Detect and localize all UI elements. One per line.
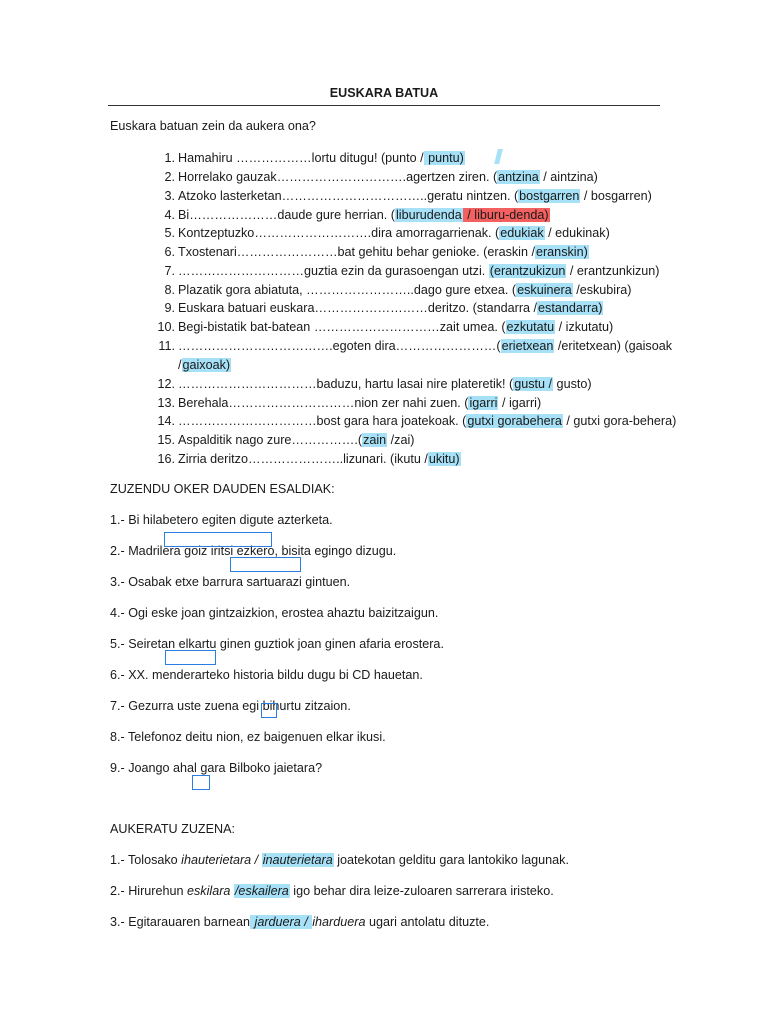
text-segment: 3.- Egitarauaren barnean: [110, 915, 251, 929]
annotation-box: [192, 775, 210, 790]
highlighted-text: / liburu-denda): [463, 208, 549, 222]
list-item: [178, 338, 672, 355]
correction-sentence: 7.- Gezurra uste zuena egi bihurtu zitzaion.: [110, 699, 351, 713]
text-segment: …………………………guztia ezin da gurasoengan utzi.: [178, 264, 489, 278]
highlighted-text: eranskin): [535, 245, 588, 259]
highlighted-text: gaixoak): [182, 358, 231, 372]
text-segment: gusto): [553, 377, 592, 391]
list-item: [178, 244, 589, 261]
list-item-number: 3.: [164, 189, 175, 203]
text-segment: Hamahiru ………………lortu ditugu! (punto /: [178, 151, 424, 165]
list-item-number: 14.: [157, 414, 175, 428]
text-segment: /eritetxean) (gaisoak: [554, 339, 673, 353]
text-segment: Kontzeptuzko……………………….dira amorragarrienak. (: [178, 226, 500, 240]
highlighted-text: estandarra): [538, 301, 603, 315]
highlighted-text: erietxean: [501, 339, 554, 353]
text-segment: Plazatik gora abiatuta, ……………………..dago gure etxea. (: [178, 283, 517, 297]
text-segment: Begi-bistatik bat-batean …………………………zait umea. (: [178, 320, 506, 334]
text-segment: / erantzunkizun): [566, 264, 660, 278]
highlighted-text: /eskailera: [234, 884, 289, 898]
text-segment: ihauterietara /: [181, 853, 262, 867]
highlighted-text: bostgarren: [519, 189, 580, 203]
highlighted-text: puntu): [424, 151, 464, 165]
list-item-number: 2.: [164, 170, 175, 184]
text-segment: Zirria deritzo…………………..lizunari. (ikutu /: [178, 452, 428, 466]
text-segment: / edukinak): [544, 226, 610, 240]
text-segment: eskilara: [187, 884, 234, 898]
correction-sentence: 2.- Madrilera goiz iritsi ezkero, bisita egingo dizugu.: [110, 544, 397, 558]
highlighted-text: antzina: [498, 170, 539, 184]
text-segment: Horrelako gauzak………………………….agertzen ziren. (: [178, 170, 498, 184]
section1-prompt: Euskara batuan zein da aukera ona?: [110, 119, 316, 133]
highlighted-text: igarri: [469, 396, 498, 410]
correction-sentence: 9.- Joango ahal gara Bilboko jaietara?: [110, 761, 323, 775]
correction-sentence: 6.- XX. menderarteko historia bildu dugu bi CD hauetan.: [110, 668, 423, 682]
annotation-box: [261, 703, 277, 718]
annotation-box: [165, 650, 216, 665]
list-item-number: 15.: [157, 433, 175, 447]
text-segment: / aintzina): [539, 170, 598, 184]
list-item-number: 8.: [164, 283, 175, 297]
list-item-number: 5.: [164, 226, 175, 240]
text-segment: /zai): [387, 433, 415, 447]
choice-sentence: [110, 852, 569, 869]
annotation-box: [164, 532, 272, 547]
text-segment: Atzoko lasterketan……………………………..geratu nintzen. (: [178, 189, 519, 203]
highlighted-text: edukiak: [500, 226, 544, 240]
highlighted-text: zain: [363, 433, 387, 447]
list-item: [178, 451, 461, 468]
list-item-number: 6.: [164, 245, 175, 259]
list-item-number: 13.: [157, 396, 175, 410]
title-rule: [108, 105, 660, 106]
list-item: [178, 282, 632, 299]
list-item: [178, 169, 598, 186]
choice-sentence: [110, 914, 489, 931]
list-item-number: 11.: [158, 339, 175, 353]
list-item-number: 16.: [157, 452, 175, 466]
list-item: [178, 150, 465, 167]
text-segment: iharduera: [312, 915, 366, 929]
correction-sentence: 1.- Bi hilabetero egiten digute azterketa.: [110, 513, 333, 527]
list-item: [178, 188, 652, 205]
list-item-number: 7.: [164, 264, 175, 278]
text-segment: Aspalditik nago zure…………….(: [178, 433, 363, 447]
highlighted-text: gustu /: [514, 377, 553, 391]
text-segment: 1.- Tolosako: [110, 853, 182, 867]
text-segment: Txostenari……………………bat gehitu behar genioke. (eraskin /: [178, 245, 535, 259]
highlighted-text: (erantzukizun: [489, 264, 566, 278]
correction-sentence: 3.- Osabak etxe barrura sartuarazi gintuen.: [110, 575, 351, 589]
list-item: [178, 376, 592, 393]
section2-heading: ZUZENDU OKER DAUDEN ESALDIAK:: [110, 482, 335, 496]
correction-sentence: 4.- Ogi eske joan gintzaizkion, erostea ahaztu baizitzaigun.: [110, 606, 439, 620]
text-segment: / bosgarren): [580, 189, 652, 203]
text-segment: 2.- Hirurehun: [110, 884, 187, 898]
text-segment: /: [178, 358, 182, 372]
document-title: EUSKARA BATUA: [329, 86, 439, 100]
text-segment: Bi…………………daude gure herrian. (: [178, 208, 395, 222]
text-segment: /eskubira): [572, 283, 632, 297]
list-item: [178, 207, 550, 224]
text-segment: Euskara batuari euskara………………………deritzo. (standarra /: [178, 301, 538, 315]
text-segment: Berehala…………………………nion zer nahi zuen. (: [178, 396, 469, 410]
list-item-number: 12.: [157, 377, 175, 391]
list-item: [178, 319, 613, 336]
highlighted-text: ukitu): [428, 452, 460, 466]
list-item-continuation: [178, 357, 231, 374]
section3-heading: AUKERATU ZUZENA:: [110, 822, 236, 836]
annotation-box: [230, 557, 301, 572]
text-segment: / igarri): [498, 396, 542, 410]
text-segment: ……………………………bost gara hara joatekoak. (: [178, 414, 467, 428]
text-segment: / izkutatu): [555, 320, 614, 334]
list-item-number: 9.: [164, 301, 175, 315]
correction-sentence: 8.- Telefonoz deitu nion, ez baigenuen elkar ikusi.: [110, 730, 386, 744]
highlighted-text: gutxi gorabehera: [467, 414, 562, 428]
correction-sentence: 5.- Seiretan elkartu ginen guztiok joan ginen afaria erostera.: [110, 637, 444, 651]
list-item: [178, 395, 541, 412]
list-item: [178, 413, 676, 430]
highlighted-text: eskuinera: [517, 283, 572, 297]
text-segment: joatekotan gelditu gara lantokiko lagunak.: [333, 853, 569, 867]
list-item: [178, 300, 603, 317]
list-item: [178, 263, 660, 280]
text-segment: / gutxi gora-behera): [562, 414, 677, 428]
choice-sentence: [110, 883, 554, 900]
text-segment: ugari antolatu dituzte.: [365, 915, 490, 929]
text-segment: ……………………………….egoten dira……………………(: [178, 339, 501, 353]
highlight-mark: [494, 149, 503, 164]
text-segment: igo behar dira leize-zuloaren sarrerara iristeko.: [289, 884, 554, 898]
highlighted-text: ezkutatu: [506, 320, 555, 334]
list-item: [178, 432, 414, 449]
highlighted-text: inauterietara: [262, 853, 333, 867]
list-item-number: 10.: [157, 320, 175, 334]
list-item-number: 4.: [164, 208, 175, 222]
highlighted-text: jarduera /: [251, 915, 312, 929]
highlighted-text: liburudenda: [395, 208, 462, 222]
text-segment: ……………………………baduzu, hartu lasai nire plateretik! (: [178, 377, 514, 391]
list-item: [178, 225, 610, 242]
list-item-number: 1.: [164, 151, 175, 165]
